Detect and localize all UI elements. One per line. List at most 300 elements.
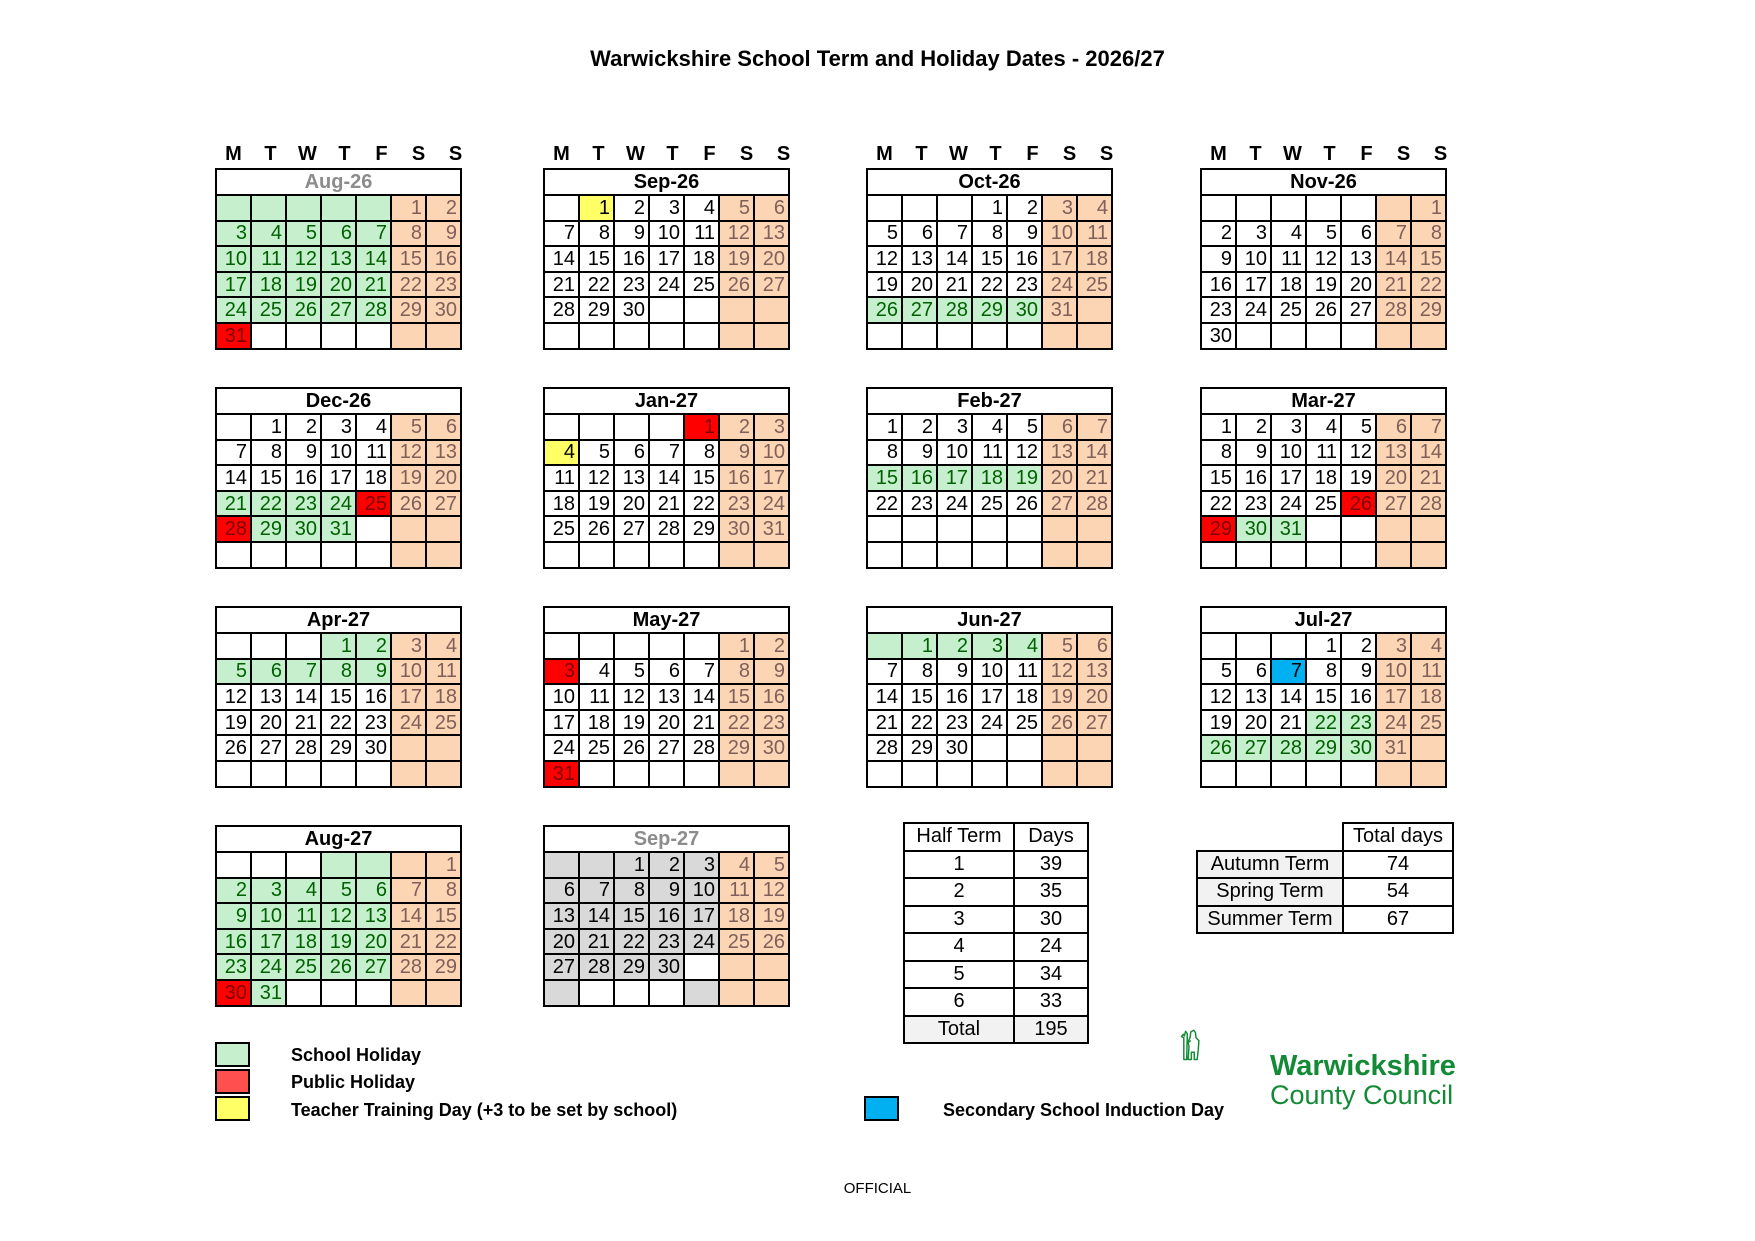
term-name: Autumn Term xyxy=(1197,851,1343,879)
calendar-empty-cell xyxy=(1007,761,1042,787)
calendar-day: 25 xyxy=(579,735,614,761)
calendar-day: 27 xyxy=(614,516,649,542)
calendar-empty-cell xyxy=(391,852,426,878)
calendar-day: 15 xyxy=(391,246,426,272)
public-holiday-swatch xyxy=(215,1069,250,1094)
calendar-day: 2 xyxy=(1236,414,1271,440)
calendar-empty-cell xyxy=(321,323,356,349)
month-calendar xyxy=(543,387,790,569)
calendar-day: 28 xyxy=(684,735,719,761)
calendar-day: 19 xyxy=(579,491,614,517)
calendar-day: 9 xyxy=(1341,659,1376,685)
calendar-day: 4 xyxy=(579,659,614,685)
weekday-header-row xyxy=(1200,143,1459,166)
calendar-day: 14 xyxy=(684,684,719,710)
week-row xyxy=(216,980,461,1006)
calendar-empty-cell xyxy=(1271,761,1306,787)
calendar-empty-cell xyxy=(754,954,789,980)
calendar-day: 7 xyxy=(684,659,719,685)
calendar-day: 9 xyxy=(614,221,649,247)
calendar-day: 22 xyxy=(1306,710,1341,736)
calendar-day: 13 xyxy=(649,684,684,710)
calendar-day: 31 xyxy=(216,323,251,349)
calendar-day: 22 xyxy=(684,491,719,517)
calendar-day: 28 xyxy=(1271,735,1306,761)
calendar-empty-cell xyxy=(1306,761,1341,787)
calendar-empty-cell xyxy=(391,323,426,349)
calendar-day: 15 xyxy=(614,903,649,929)
calendar-day: 2 xyxy=(286,414,321,440)
calendar-day: 19 xyxy=(286,272,321,298)
calendar-day: 7 xyxy=(1376,221,1411,247)
calendar-day: 25 xyxy=(1306,491,1341,517)
weekday-header: W xyxy=(626,143,645,165)
week-row xyxy=(1201,735,1446,761)
calendar-empty-cell xyxy=(1236,761,1271,787)
calendar-day: 20 xyxy=(544,929,579,955)
calendar-day: 27 xyxy=(754,272,789,298)
calendar-empty-cell xyxy=(544,195,579,221)
half-term-number: 2 xyxy=(904,878,1014,906)
calendar-empty-cell xyxy=(1411,323,1446,349)
calendar-day: 13 xyxy=(1042,440,1077,466)
calendar-day: 18 xyxy=(426,684,461,710)
calendar-day: 15 xyxy=(684,465,719,491)
calendar-day: 4 xyxy=(719,852,754,878)
calendar-empty-cell xyxy=(867,195,902,221)
calendar-day: 6 xyxy=(1341,221,1376,247)
week-row xyxy=(544,852,789,878)
month-title: Jan-27 xyxy=(544,388,789,414)
month-calendar xyxy=(1200,168,1447,350)
calendar-day: 4 xyxy=(1077,195,1112,221)
legend-teacher-training: Teacher Training Day (+3 to be set by school) xyxy=(291,1100,678,1120)
calendar-empty-cell xyxy=(1007,323,1042,349)
calendar-day: 10 xyxy=(321,440,356,466)
calendar-day: 21 xyxy=(216,491,251,517)
calendar-empty-cell xyxy=(719,297,754,323)
calendar-day: 31 xyxy=(754,516,789,542)
table-row xyxy=(1197,851,1453,879)
calendar-day: 11 xyxy=(684,221,719,247)
calendar-day: 20 xyxy=(1042,465,1077,491)
calendar-day: 2 xyxy=(937,633,972,659)
legend-school-holiday: School Holiday xyxy=(291,1045,422,1065)
week-row xyxy=(1201,761,1446,787)
calendar-empty-cell xyxy=(684,980,719,1006)
calendar-day: 30 xyxy=(1201,323,1236,349)
calendar-day: 22 xyxy=(391,272,426,298)
calendar-empty-cell xyxy=(391,980,426,1006)
week-row xyxy=(216,929,461,955)
calendar-empty-cell xyxy=(356,761,391,787)
weekday-header: S xyxy=(1433,143,1448,165)
half-term-number: 6 xyxy=(904,988,1014,1016)
calendar-day: 10 xyxy=(1271,440,1306,466)
calendar-day: 20 xyxy=(1341,272,1376,298)
calendar-day: 10 xyxy=(972,659,1007,685)
calendar-day: 28 xyxy=(286,735,321,761)
calendar-empty-cell xyxy=(684,761,719,787)
week-row xyxy=(1201,440,1446,466)
week-row xyxy=(1201,516,1446,542)
calendar-day: 18 xyxy=(356,465,391,491)
week-row xyxy=(544,761,789,787)
calendar-day: 25 xyxy=(251,297,286,323)
calendar-day: 16 xyxy=(649,903,684,929)
calendar-day: 12 xyxy=(286,246,321,272)
calendar-empty-cell xyxy=(321,542,356,568)
calendar-day: 9 xyxy=(356,659,391,685)
week-row xyxy=(216,491,461,517)
calendar-empty-cell xyxy=(1376,195,1411,221)
calendar-day: 9 xyxy=(719,440,754,466)
calendar-empty-cell xyxy=(321,980,356,1006)
month-title: May-27 xyxy=(544,607,789,633)
calendar-day: 30 xyxy=(937,735,972,761)
calendar-day: 23 xyxy=(1007,272,1042,298)
calendar-day: 16 xyxy=(614,246,649,272)
calendar-empty-cell xyxy=(902,542,937,568)
calendar-day: 29 xyxy=(719,735,754,761)
week-row xyxy=(544,323,789,349)
calendar-day: 17 xyxy=(544,710,579,736)
calendar-empty-cell xyxy=(426,542,461,568)
calendar-day: 28 xyxy=(867,735,902,761)
calendar-day: 5 xyxy=(1007,414,1042,440)
calendar-day: 11 xyxy=(544,465,579,491)
calendar-day: 10 xyxy=(1042,221,1077,247)
calendar-day: 10 xyxy=(1376,659,1411,685)
calendar-empty-cell xyxy=(286,633,321,659)
calendar-empty-cell xyxy=(684,323,719,349)
calendar-empty-cell xyxy=(1007,735,1042,761)
week-row xyxy=(1201,633,1446,659)
week-row xyxy=(867,246,1112,272)
calendar-day: 12 xyxy=(754,878,789,904)
calendar-empty-cell xyxy=(286,542,321,568)
calendar-empty-cell xyxy=(1236,633,1271,659)
calendar-empty-cell xyxy=(426,323,461,349)
calendar-day: 6 xyxy=(1042,414,1077,440)
calendar-day: 30 xyxy=(719,516,754,542)
calendar-day: 30 xyxy=(1341,735,1376,761)
calendar-day: 10 xyxy=(544,684,579,710)
calendar-day: 28 xyxy=(544,297,579,323)
calendar-day: 4 xyxy=(1411,633,1446,659)
calendar-empty-cell xyxy=(1341,323,1376,349)
calendar-empty-cell xyxy=(579,980,614,1006)
calendar-day: 25 xyxy=(1007,710,1042,736)
calendar-day: 26 xyxy=(867,297,902,323)
calendar-day: 5 xyxy=(321,878,356,904)
weekday-header: F xyxy=(1360,143,1373,165)
calendar-empty-cell xyxy=(391,735,426,761)
calendar-empty-cell xyxy=(579,323,614,349)
calendar-day: 6 xyxy=(649,659,684,685)
calendar-day: 3 xyxy=(544,659,579,685)
calendar-day: 7 xyxy=(286,659,321,685)
calendar-day: 17 xyxy=(649,246,684,272)
week-row xyxy=(544,272,789,298)
calendar-day: 18 xyxy=(1271,272,1306,298)
calendar-day: 21 xyxy=(544,272,579,298)
calendar-day: 28 xyxy=(937,297,972,323)
calendar-empty-cell xyxy=(937,516,972,542)
calendar-day: 27 xyxy=(544,954,579,980)
calendar-day: 5 xyxy=(391,414,426,440)
calendar-day: 9 xyxy=(1201,246,1236,272)
week-row xyxy=(867,221,1112,247)
calendar-day: 17 xyxy=(1376,684,1411,710)
calendar-day: 16 xyxy=(1236,465,1271,491)
calendar-day: 1 xyxy=(614,852,649,878)
calendar-day: 15 xyxy=(251,465,286,491)
calendar-day: 20 xyxy=(1376,465,1411,491)
calendar-day: 24 xyxy=(1236,297,1271,323)
weekday-header: S xyxy=(1099,143,1114,165)
calendar-day: 30 xyxy=(216,980,251,1006)
calendar-day: 27 xyxy=(1236,735,1271,761)
week-row xyxy=(216,903,461,929)
calendar-empty-cell xyxy=(684,633,719,659)
calendar-empty-cell xyxy=(216,414,251,440)
calendar-day: 15 xyxy=(972,246,1007,272)
calendar-day: 19 xyxy=(719,246,754,272)
calendar-empty-cell xyxy=(719,761,754,787)
term-name: Spring Term xyxy=(1197,878,1343,906)
calendar-day: 29 xyxy=(1411,297,1446,323)
calendar-day: 10 xyxy=(937,440,972,466)
calendar-empty-cell xyxy=(937,761,972,787)
calendar-day: 21 xyxy=(1411,465,1446,491)
calendar-day: 24 xyxy=(1042,272,1077,298)
calendar-day: 3 xyxy=(321,414,356,440)
table-row xyxy=(1197,878,1453,906)
calendar-day: 21 xyxy=(286,710,321,736)
calendar-day: 29 xyxy=(614,954,649,980)
logo-text-line2: County Council xyxy=(1270,1080,1454,1110)
calendar-day: 11 xyxy=(1271,246,1306,272)
calendar-day: 15 xyxy=(426,903,461,929)
calendar-empty-cell xyxy=(902,516,937,542)
calendar-day: 23 xyxy=(719,491,754,517)
week-row xyxy=(216,414,461,440)
calendar-empty-cell xyxy=(216,195,251,221)
calendar-empty-cell xyxy=(614,414,649,440)
calendar-empty-cell xyxy=(1077,516,1112,542)
month-title: Apr-27 xyxy=(216,607,461,633)
calendar-day: 2 xyxy=(1201,221,1236,247)
week-row xyxy=(1201,659,1446,685)
week-row xyxy=(544,878,789,904)
calendar-empty-cell xyxy=(719,954,754,980)
total-value: 195 xyxy=(1014,1016,1088,1044)
calendar-day: 6 xyxy=(754,195,789,221)
half-term-days: 34 xyxy=(1014,961,1088,989)
week-row xyxy=(544,491,789,517)
calendar-day: 20 xyxy=(321,272,356,298)
calendar-day: 23 xyxy=(649,929,684,955)
calendar-empty-cell xyxy=(1077,735,1112,761)
calendar-empty-cell xyxy=(972,323,1007,349)
calendar-day: 12 xyxy=(614,684,649,710)
calendar-day: 28 xyxy=(1376,297,1411,323)
calendar-day: 5 xyxy=(579,440,614,466)
calendar-empty-cell xyxy=(867,542,902,568)
month-title: Nov-26 xyxy=(1201,169,1446,195)
week-row xyxy=(867,323,1112,349)
calendar-day: 12 xyxy=(391,440,426,466)
calendar-day: 8 xyxy=(614,878,649,904)
calendar-day: 24 xyxy=(684,929,719,955)
calendar-day: 17 xyxy=(1042,246,1077,272)
week-row xyxy=(867,516,1112,542)
calendar-day: 26 xyxy=(1341,491,1376,517)
calendar-day: 29 xyxy=(972,297,1007,323)
calendar-day: 13 xyxy=(754,221,789,247)
calendar-day: 21 xyxy=(1376,272,1411,298)
calendar-day: 4 xyxy=(544,440,579,466)
calendar-day: 13 xyxy=(321,246,356,272)
total-days-header: Total days xyxy=(1343,823,1453,851)
calendar-day: 5 xyxy=(1042,633,1077,659)
week-row xyxy=(216,246,461,272)
calendar-empty-cell xyxy=(649,542,684,568)
calendar-day: 2 xyxy=(902,414,937,440)
logo-text-line1: Warwickshire xyxy=(1270,1050,1456,1082)
calendar-day: 8 xyxy=(579,221,614,247)
month-title: Aug-26 xyxy=(216,169,461,195)
calendar-day: 22 xyxy=(1411,272,1446,298)
month-calendar xyxy=(543,168,790,350)
calendar-day: 17 xyxy=(321,465,356,491)
calendar-day: 7 xyxy=(1411,414,1446,440)
calendar-day: 1 xyxy=(684,414,719,440)
calendar-day: 16 xyxy=(1341,684,1376,710)
table-row xyxy=(904,988,1088,1016)
calendar-day: 3 xyxy=(1376,633,1411,659)
calendar-day: 8 xyxy=(251,440,286,466)
calendar-day: 17 xyxy=(391,684,426,710)
calendar-empty-cell xyxy=(1042,323,1077,349)
calendar-empty-cell xyxy=(972,516,1007,542)
calendar-empty-cell xyxy=(1271,633,1306,659)
calendar-day: 15 xyxy=(902,684,937,710)
calendar-day: 27 xyxy=(321,297,356,323)
calendar-empty-cell xyxy=(1341,761,1376,787)
calendar-day: 1 xyxy=(579,195,614,221)
calendar-day: 21 xyxy=(684,710,719,736)
calendar-day: 2 xyxy=(1341,633,1376,659)
calendar-empty-cell xyxy=(391,761,426,787)
calendar-day: 12 xyxy=(719,221,754,247)
calendar-empty-cell xyxy=(1306,323,1341,349)
total-label: Total xyxy=(904,1016,1014,1044)
calendar-empty-cell xyxy=(649,633,684,659)
week-row xyxy=(1201,542,1446,568)
footer-classification: OFFICIAL xyxy=(843,1180,912,1197)
calendar-day: 25 xyxy=(544,516,579,542)
calendar-day: 20 xyxy=(902,272,937,298)
week-row xyxy=(867,491,1112,517)
calendar-day: 11 xyxy=(1077,221,1112,247)
calendar-day: 30 xyxy=(649,954,684,980)
weekday-header: F xyxy=(1026,143,1039,165)
calendar-day: 3 xyxy=(251,878,286,904)
week-row xyxy=(867,633,1112,659)
calendar-day: 30 xyxy=(754,735,789,761)
calendar-day: 27 xyxy=(649,735,684,761)
calendar-day: 31 xyxy=(321,516,356,542)
calendar-empty-cell xyxy=(321,852,356,878)
calendar-day: 16 xyxy=(426,246,461,272)
calendar-day: 24 xyxy=(972,710,1007,736)
week-row xyxy=(216,852,461,878)
table-row xyxy=(904,933,1088,961)
calendar-day: 17 xyxy=(754,465,789,491)
calendar-empty-cell xyxy=(251,542,286,568)
calendar-day: 14 xyxy=(216,465,251,491)
calendar-day: 23 xyxy=(754,710,789,736)
term-name: Summer Term xyxy=(1197,906,1343,934)
weekday-header: S xyxy=(776,143,791,165)
calendar-day: 29 xyxy=(902,735,937,761)
calendar-day: 29 xyxy=(1306,735,1341,761)
calendar-empty-cell xyxy=(902,195,937,221)
calendar-day: 6 xyxy=(614,440,649,466)
calendar-empty-cell xyxy=(286,852,321,878)
calendar-day: 3 xyxy=(684,852,719,878)
calendar-empty-cell xyxy=(649,323,684,349)
calendar-day: 28 xyxy=(1411,491,1446,517)
week-row xyxy=(216,542,461,568)
calendar-day: 16 xyxy=(719,465,754,491)
calendar-day: 14 xyxy=(1271,684,1306,710)
term-days: 54 xyxy=(1343,878,1453,906)
calendar-day: 14 xyxy=(1376,246,1411,272)
week-row xyxy=(867,684,1112,710)
calendar-day: 27 xyxy=(1042,491,1077,517)
calendar-day: 8 xyxy=(684,440,719,466)
week-row xyxy=(867,542,1112,568)
calendar-empty-cell xyxy=(544,852,579,878)
calendar-day: 23 xyxy=(902,491,937,517)
calendar-day: 10 xyxy=(1236,246,1271,272)
calendar-day: 19 xyxy=(1341,465,1376,491)
calendar-day: 22 xyxy=(426,929,461,955)
calendar-empty-cell xyxy=(391,542,426,568)
calendar-day: 23 xyxy=(614,272,649,298)
calendar-day: 17 xyxy=(937,465,972,491)
calendar-day: 9 xyxy=(216,903,251,929)
calendar-day: 29 xyxy=(321,735,356,761)
month-calendar xyxy=(215,387,462,569)
weekday-header: S xyxy=(739,143,754,165)
calendar-day: 11 xyxy=(286,903,321,929)
calendar-empty-cell xyxy=(1376,761,1411,787)
calendar-day: 16 xyxy=(1007,246,1042,272)
table-row xyxy=(904,878,1088,906)
calendar-day: 1 xyxy=(1411,195,1446,221)
weekday-header: M xyxy=(876,143,893,165)
calendar-empty-cell xyxy=(321,761,356,787)
weekday-header: W xyxy=(949,143,968,165)
calendar-empty-cell xyxy=(1411,516,1446,542)
week-row xyxy=(1201,710,1446,736)
calendar-day: 14 xyxy=(286,684,321,710)
calendar-empty-cell xyxy=(1341,195,1376,221)
